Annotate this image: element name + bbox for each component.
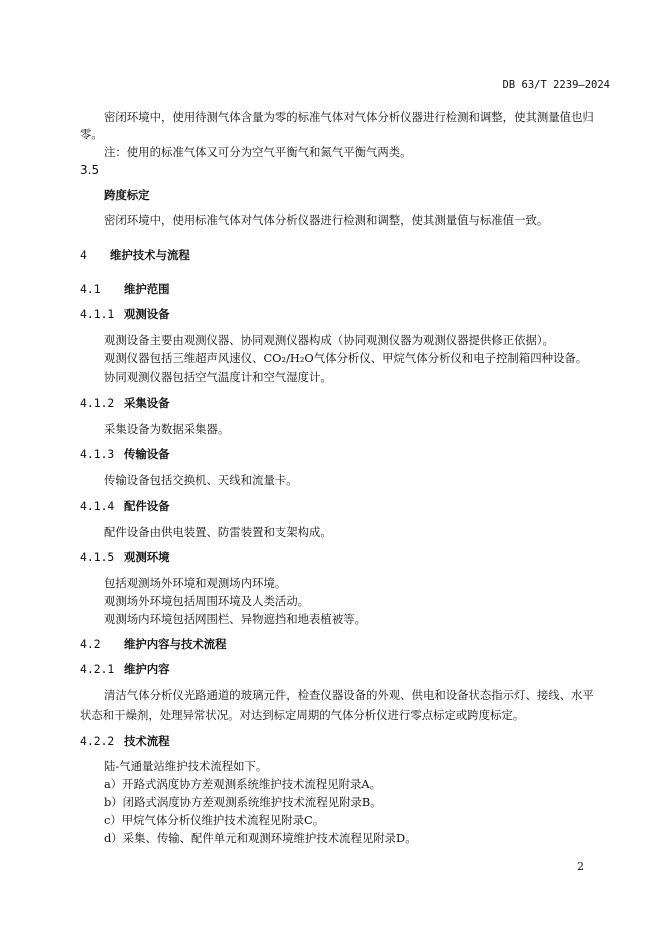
heading-number: 4.1.2 [80, 396, 115, 410]
body-text: 观测场外环境包括周围环境及人类活动。 [104, 594, 310, 608]
heading-number: 4.2 [80, 637, 101, 651]
heading-number: 4.1.5 [80, 550, 115, 564]
body-text: 包括观测场外环境和观测场内环境。 [104, 576, 287, 590]
body-text: 陆-气通量站维护技术流程如下。 [104, 759, 268, 773]
heading-title: 维护技术与流程 [110, 248, 190, 262]
body-text: 观测仪器包括三维超声风速仪、CO₂/H₂O气体分析仪、甲烷气体分析仪和电子控制箱四种设备。 [104, 351, 588, 365]
heading-number: 4.2.1 [80, 662, 115, 676]
document-code: DB 63/T 2239—2024 [502, 79, 610, 91]
heading-title: 配件设备 [124, 499, 170, 513]
body-text: 密闭环境中，使用待测气体含量为零的标准气体对气体分析仪器进行检测和调整，使其测量值也归 [104, 110, 594, 124]
heading-title: 技术流程 [124, 734, 170, 748]
section-heading-4-1-2 [80, 396, 170, 410]
list-item: d）采集、传输、配件单元和观测环境维护技术流程见附录D。 [104, 831, 417, 845]
section-heading-4 [80, 248, 190, 262]
heading-title: 维护内容 [124, 662, 170, 676]
section-heading-4-1 [80, 282, 170, 296]
section-heading-4-2-2 [80, 734, 170, 748]
section-number: 3.5 [80, 163, 100, 177]
heading-number: 4 [80, 248, 87, 262]
heading-title: 观测设备 [124, 307, 170, 321]
note-text: 注：使用的标准气体又可分为空气平衡气和氮气平衡气两类。 [104, 145, 412, 159]
heading-number: 4.1.3 [80, 447, 115, 461]
heading-number: 4.1.1 [80, 307, 115, 321]
page-number: 2 [577, 860, 584, 873]
heading-title: 观测环境 [124, 550, 170, 564]
body-text: 观测设备主要由观测仪器、协同观测仪器构成（协同观测仪器为观测仪器提供修正依据）。 [104, 333, 554, 347]
section-heading-4-2-1 [80, 662, 170, 676]
heading-title: 传输设备 [124, 447, 170, 461]
list-item: c）甲烷气体分析仪维护技术流程见附录C。 [104, 813, 325, 827]
body-text: 密闭环境中，使用标准气体对气体分析仪器进行检测和调整，使其测量值与标准值一致。 [104, 213, 549, 227]
list-item: b）闭路式涡度协方差观测系统维护技术流程见附录B。 [104, 795, 382, 809]
body-text: 传输设备包括交换机、天线和流量卡。 [104, 473, 298, 487]
heading-title: 采集设备 [124, 396, 170, 410]
heading-title: 维护内容与技术流程 [124, 637, 227, 651]
heading-number: 4.1 [80, 282, 101, 296]
section-heading-4-1-5 [80, 550, 170, 564]
body-text: 配件设备由供电装置、防雷装置和支架构成。 [104, 525, 332, 539]
body-text: 采集设备为数据采集器。 [104, 422, 230, 436]
body-text: 观测场内环境包括网围栏、异物遮挡和地表植被等。 [104, 612, 366, 626]
body-text: 清洁气体分析仪光路通道的玻璃元件，检查仪器设备的外观、供电和设备状态指示灯、接线、水平 [104, 688, 594, 702]
body-text: 零。 [80, 127, 103, 141]
section-heading-4-1-1 [80, 307, 170, 321]
term-heading: 跨度标定 [104, 188, 150, 202]
section-heading-4-1-3 [80, 447, 170, 461]
heading-number: 4.1.4 [80, 499, 115, 513]
heading-number: 4.2.2 [80, 734, 115, 748]
section-heading-4-1-4 [80, 499, 170, 513]
list-item: a）开路式涡度协方差观测系统维护技术流程见附录A。 [104, 777, 382, 791]
heading-title: 维护范围 [124, 282, 170, 296]
body-text: 协同观测仪器包括空气温度计和空气湿度计。 [104, 370, 332, 384]
section-heading-4-2 [80, 637, 227, 651]
body-text: 状态和干燥剂，处理异常状况。对达到标定周期的气体分析仪进行零点标定或跨度标定。 [80, 708, 525, 722]
